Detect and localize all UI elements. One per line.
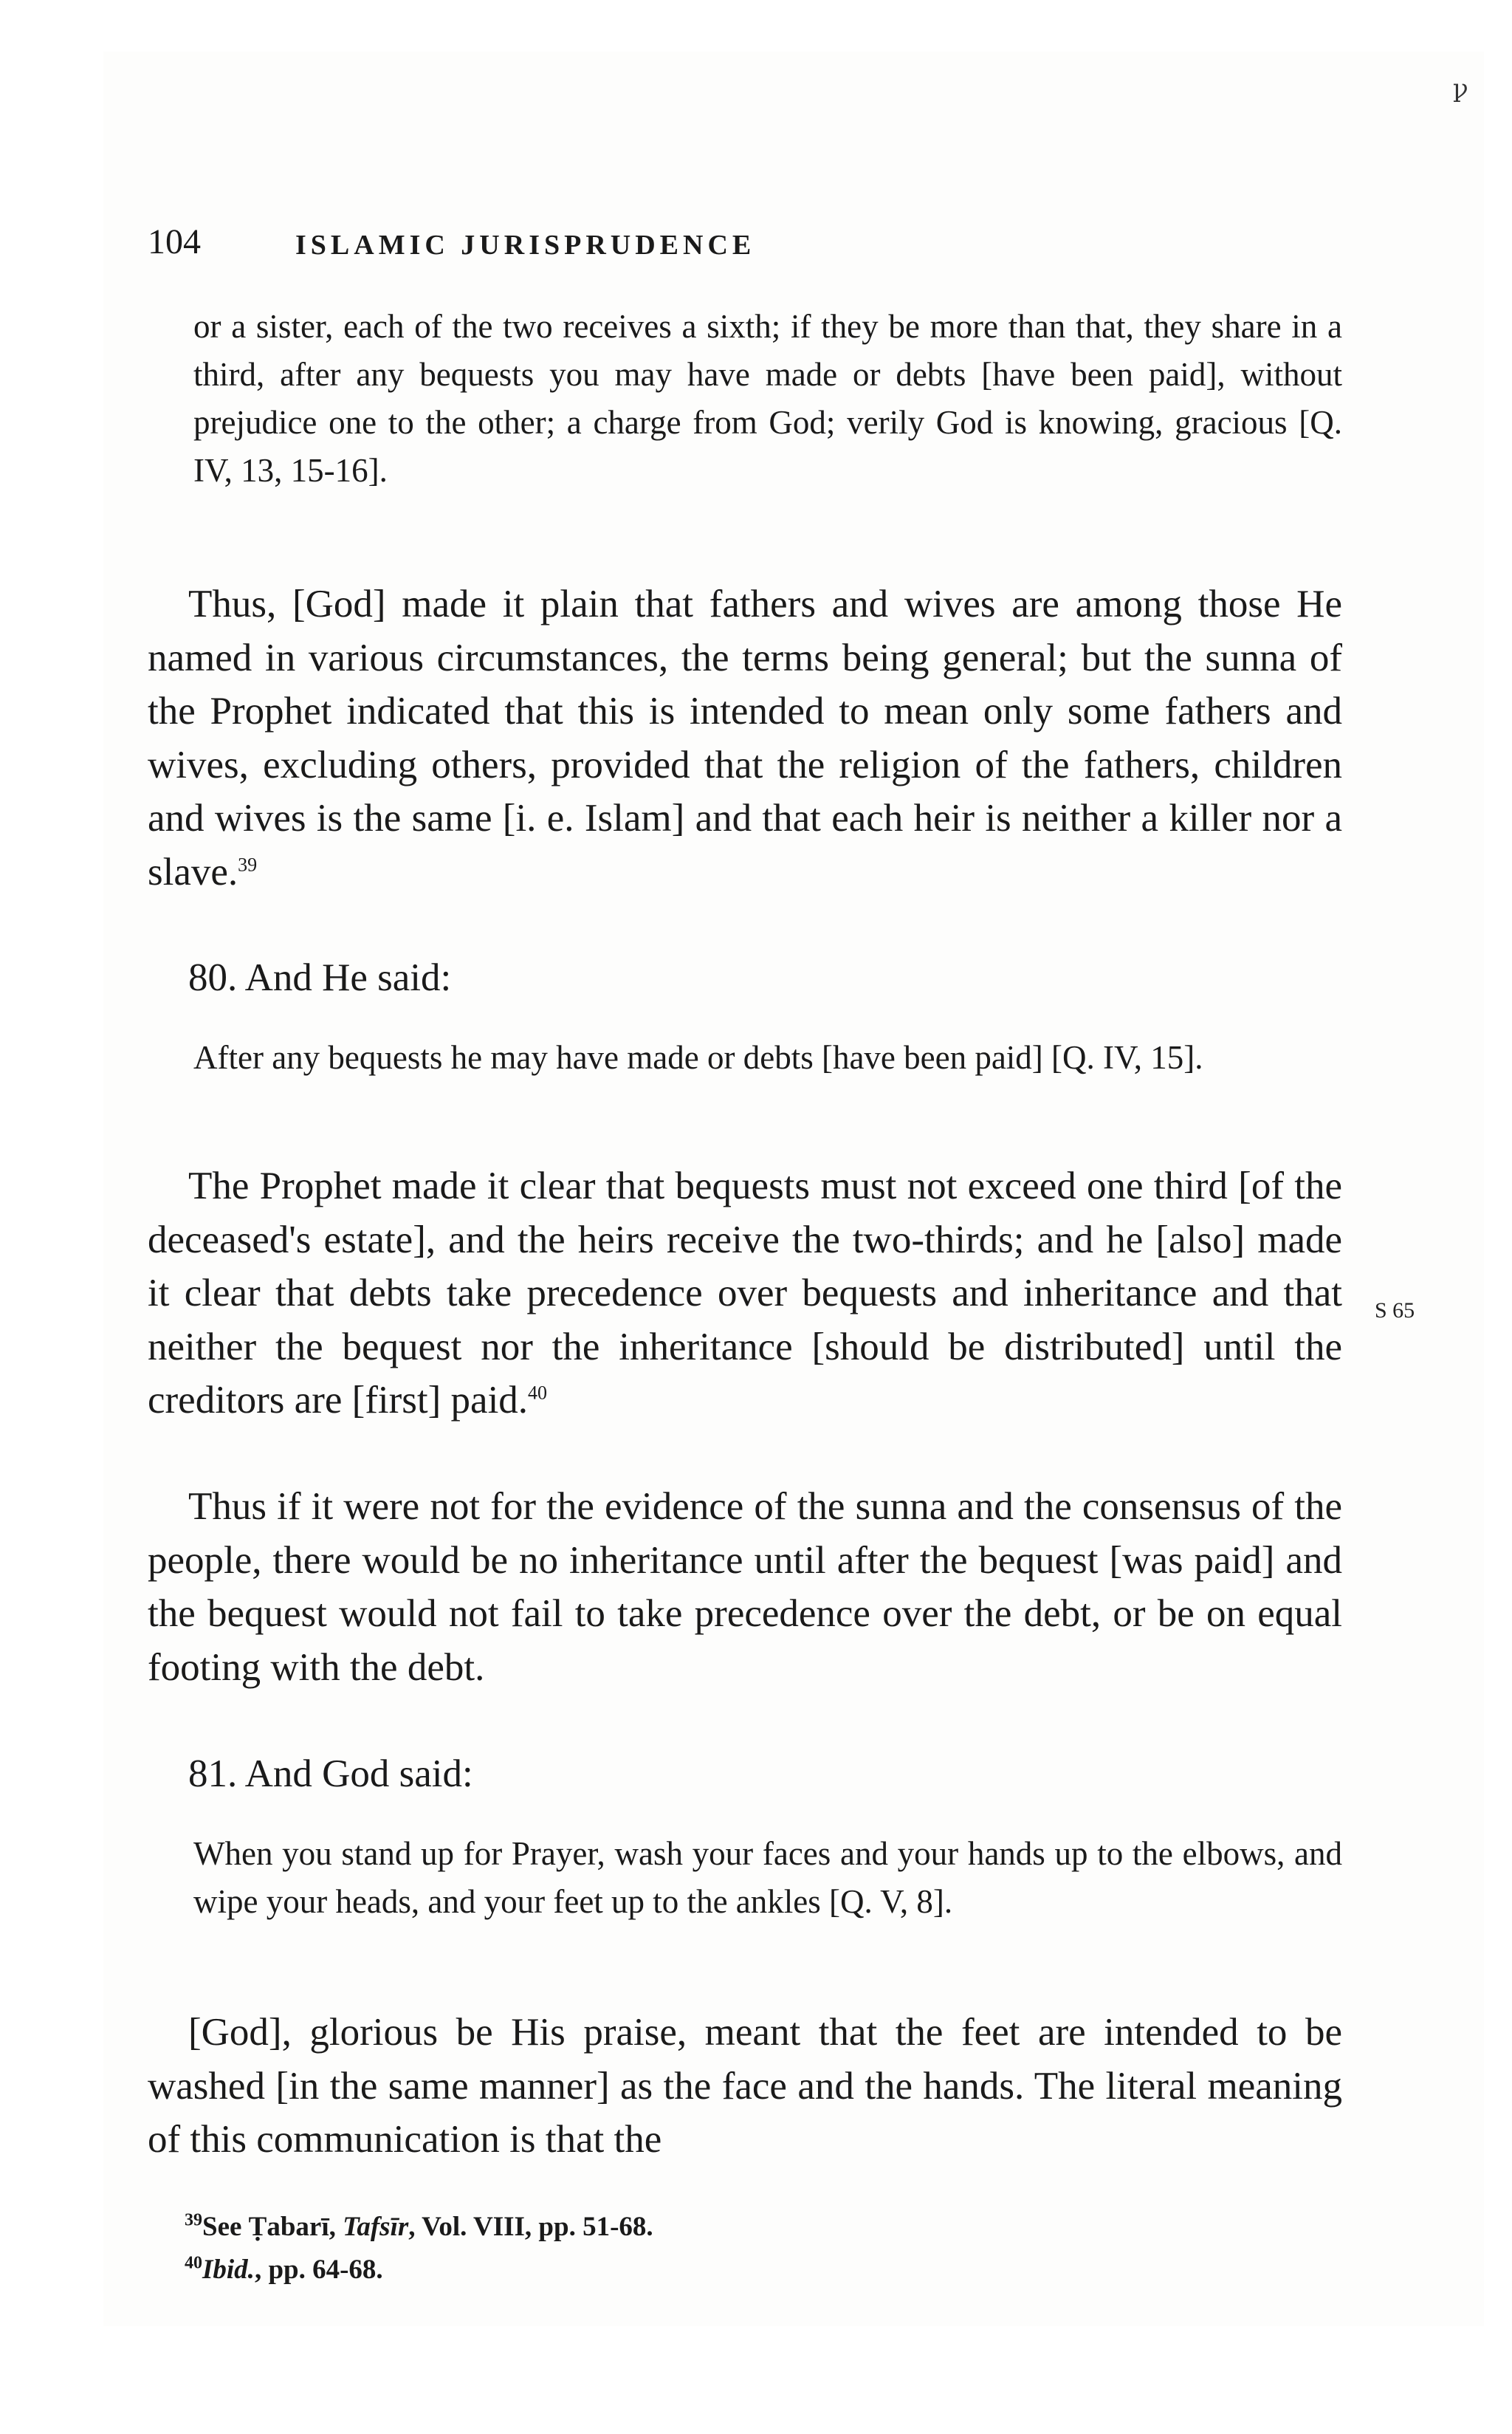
corner-mark: ꝩ bbox=[1453, 75, 1468, 103]
quote-inheritance: or a sister, each of the two receives a sixth; if they be more than that, they share in a third, after any bequests you may have made or debts [have been paid], without prejudice one to the other; a charge from God; verily God is knowing, gracious [Q. IV, 13, 15-16]. bbox=[193, 308, 1342, 489]
footnote-italic: Ibid. bbox=[202, 2255, 255, 2285]
paragraph-fathers-wives bbox=[148, 577, 1342, 899]
footnote-text: See Ṭabarī, bbox=[202, 2212, 343, 2242]
footnote-text: , Vol. VIII, pp. 51-68. bbox=[408, 2212, 653, 2242]
footnote-text: , pp. 64-68. bbox=[254, 2255, 383, 2285]
paragraph-sunna-consensus: Thus if it were not for the evidence of the sunna and the consensus of the people, there would be no inheritance until after the bequest [was paid] and the bequest would not fail to take precedence over the debt, or be on equal footing with the debt. bbox=[148, 1485, 1342, 1689]
footnote-ref-40: 40 bbox=[528, 1382, 548, 1404]
quote-bequests: After any bequests he may have made or debts [have been paid] [Q. IV, 15]. bbox=[193, 1039, 1203, 1076]
running-head: ISLAMIC JURISPRUDENCE bbox=[295, 230, 756, 261]
paragraph-text: Thus, [God] made it plain that fathers and wives are among those He named in various circumstances, the terms being general; but the sunna of the Prophet indicated that this is intended to mean only some fathers and wives, excluding others, provided that the religion of the fathers, children and wives is the same [i. e. Islam] and that each heir is neither a killer nor a slave. bbox=[148, 583, 1342, 894]
page-number: 104 bbox=[148, 222, 201, 261]
footnote-40 bbox=[185, 2254, 383, 2286]
footnote-mark: 39 bbox=[185, 2210, 202, 2230]
footnote-mark: 40 bbox=[185, 2253, 202, 2273]
page-header bbox=[148, 222, 1358, 266]
margin-section-number: S 65 bbox=[1375, 1298, 1415, 1323]
paragraph-feet-washing: [God], glorious be His praise, meant that the feet are intended to be washed [in the same manner] as the face and the hands. The literal meaning of this communication is that the bbox=[148, 2011, 1342, 2161]
footnote-39 bbox=[185, 2211, 653, 2243]
footnote-italic: Tafsīr bbox=[343, 2212, 409, 2242]
paragraph-bequests-debts bbox=[148, 1159, 1342, 1427]
section-heading-81: 81. And God said: bbox=[188, 1752, 473, 1795]
footnote-ref-39: 39 bbox=[238, 853, 258, 875]
paragraph-text: The Prophet made it clear that bequests must not exceed one third [of the deceased's estate], and the heirs receive the two-thirds; and he [also] made it clear that debts take precedence over bequests and inheritance and that neither the bequest nor the inheritance [should be distributed] until the creditors are [first] paid. bbox=[148, 1165, 1342, 1422]
quote-ablution: When you stand up for Prayer, wash your faces and your hands up to the elbows, and wipe your heads, and your feet up to the ankles [Q. V, 8]. bbox=[193, 1835, 1342, 1920]
section-heading-80: 80. And He said: bbox=[188, 956, 452, 999]
